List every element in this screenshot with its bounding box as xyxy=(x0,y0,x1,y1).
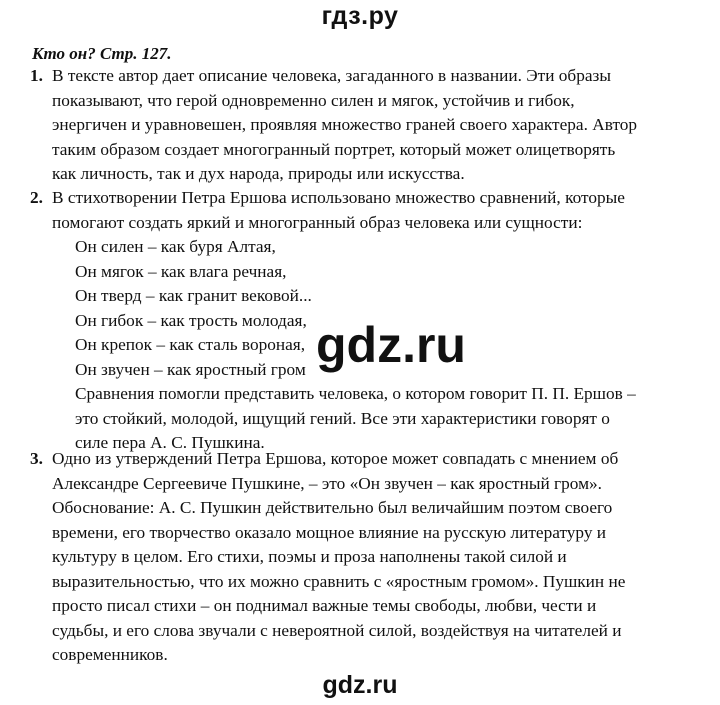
text-line: энергичен и уравновешен, проявляя множество граней своего характера. Автор xyxy=(52,115,638,134)
text-line: просто писал стихи – он поднимал важные темы свободы, любви, чести и xyxy=(52,596,597,615)
text-line: как личность, так и дух народа, природы или искусства. xyxy=(52,164,465,183)
text-line: культуру в целом. Его стихи, поэмы и проза наполнены такой силой и xyxy=(52,547,567,566)
verse-line: Он тверд – как гранит вековой... xyxy=(75,286,312,305)
conclusion-line: силе пера А. С. Пушкина. xyxy=(75,433,265,452)
page-heading: Кто он? Стр. 127. xyxy=(32,44,172,63)
item-text xyxy=(52,447,625,668)
text-line: судьбы, и его слова звучали с невероятной силой, воздействуя на читателей и xyxy=(52,620,622,640)
text-line: выразительностью, что их можно сравнить с «яростным громом». Пушкин не xyxy=(52,571,626,591)
item-number: 1. xyxy=(30,66,43,85)
conclusion-line: Сравнения помогли представить человека, о котором говорит П. П. Ершов – xyxy=(75,384,636,403)
verse-line: Он гибок – как трость молодая, xyxy=(75,310,307,330)
item-text xyxy=(52,64,637,187)
text-line: показывают, что герой одновременно силен и мягок, устойчив и гибок, xyxy=(52,90,575,110)
text-line: времени, его творчество оказало мощное влияние на русскую литературу и xyxy=(52,522,607,542)
item-number: 2. xyxy=(30,188,43,207)
text-line: В стихотворении Петра Ершова использовано множество сравнений, которые xyxy=(52,188,625,207)
text-line: помогают создать яркий и многогранный образ человека или сущности: xyxy=(52,212,583,232)
text-line: Одно из утверждений Петра Ершова, которое может совпадать с мнением об xyxy=(52,449,619,468)
site-footer-logo: gdz.ru xyxy=(322,671,398,699)
text-line: В тексте автор дает описание человека, загаданного в названии. Эти образы xyxy=(52,66,611,85)
verse-line: Он силен – как буря Алтая, xyxy=(75,237,276,256)
item-number: 3. xyxy=(30,449,43,468)
text-line: современников. xyxy=(52,645,168,664)
watermark-logo: gdz.ru xyxy=(312,317,470,373)
verse-line: Он звучен – как яростный гром xyxy=(75,359,306,379)
text-line: таким образом создает многогранный портрет, который может олицетворять xyxy=(52,139,616,159)
text-line: Александре Сергеевиче Пушкине, – это «Он звучен – как яростный гром». xyxy=(52,473,602,493)
verse-line: Он мягок – как влага речная, xyxy=(75,261,287,281)
conclusion-line: это стойкий, молодой, ищущий гений. Все эти характеристики говорят о xyxy=(75,408,610,428)
verse-line: Он крепок – как сталь вороная, xyxy=(75,335,306,354)
site-header-logo: гдз.ру xyxy=(321,2,399,30)
text-line: Обоснование: А. С. Пушкин действительно был величайшим поэтом своего xyxy=(52,498,613,517)
